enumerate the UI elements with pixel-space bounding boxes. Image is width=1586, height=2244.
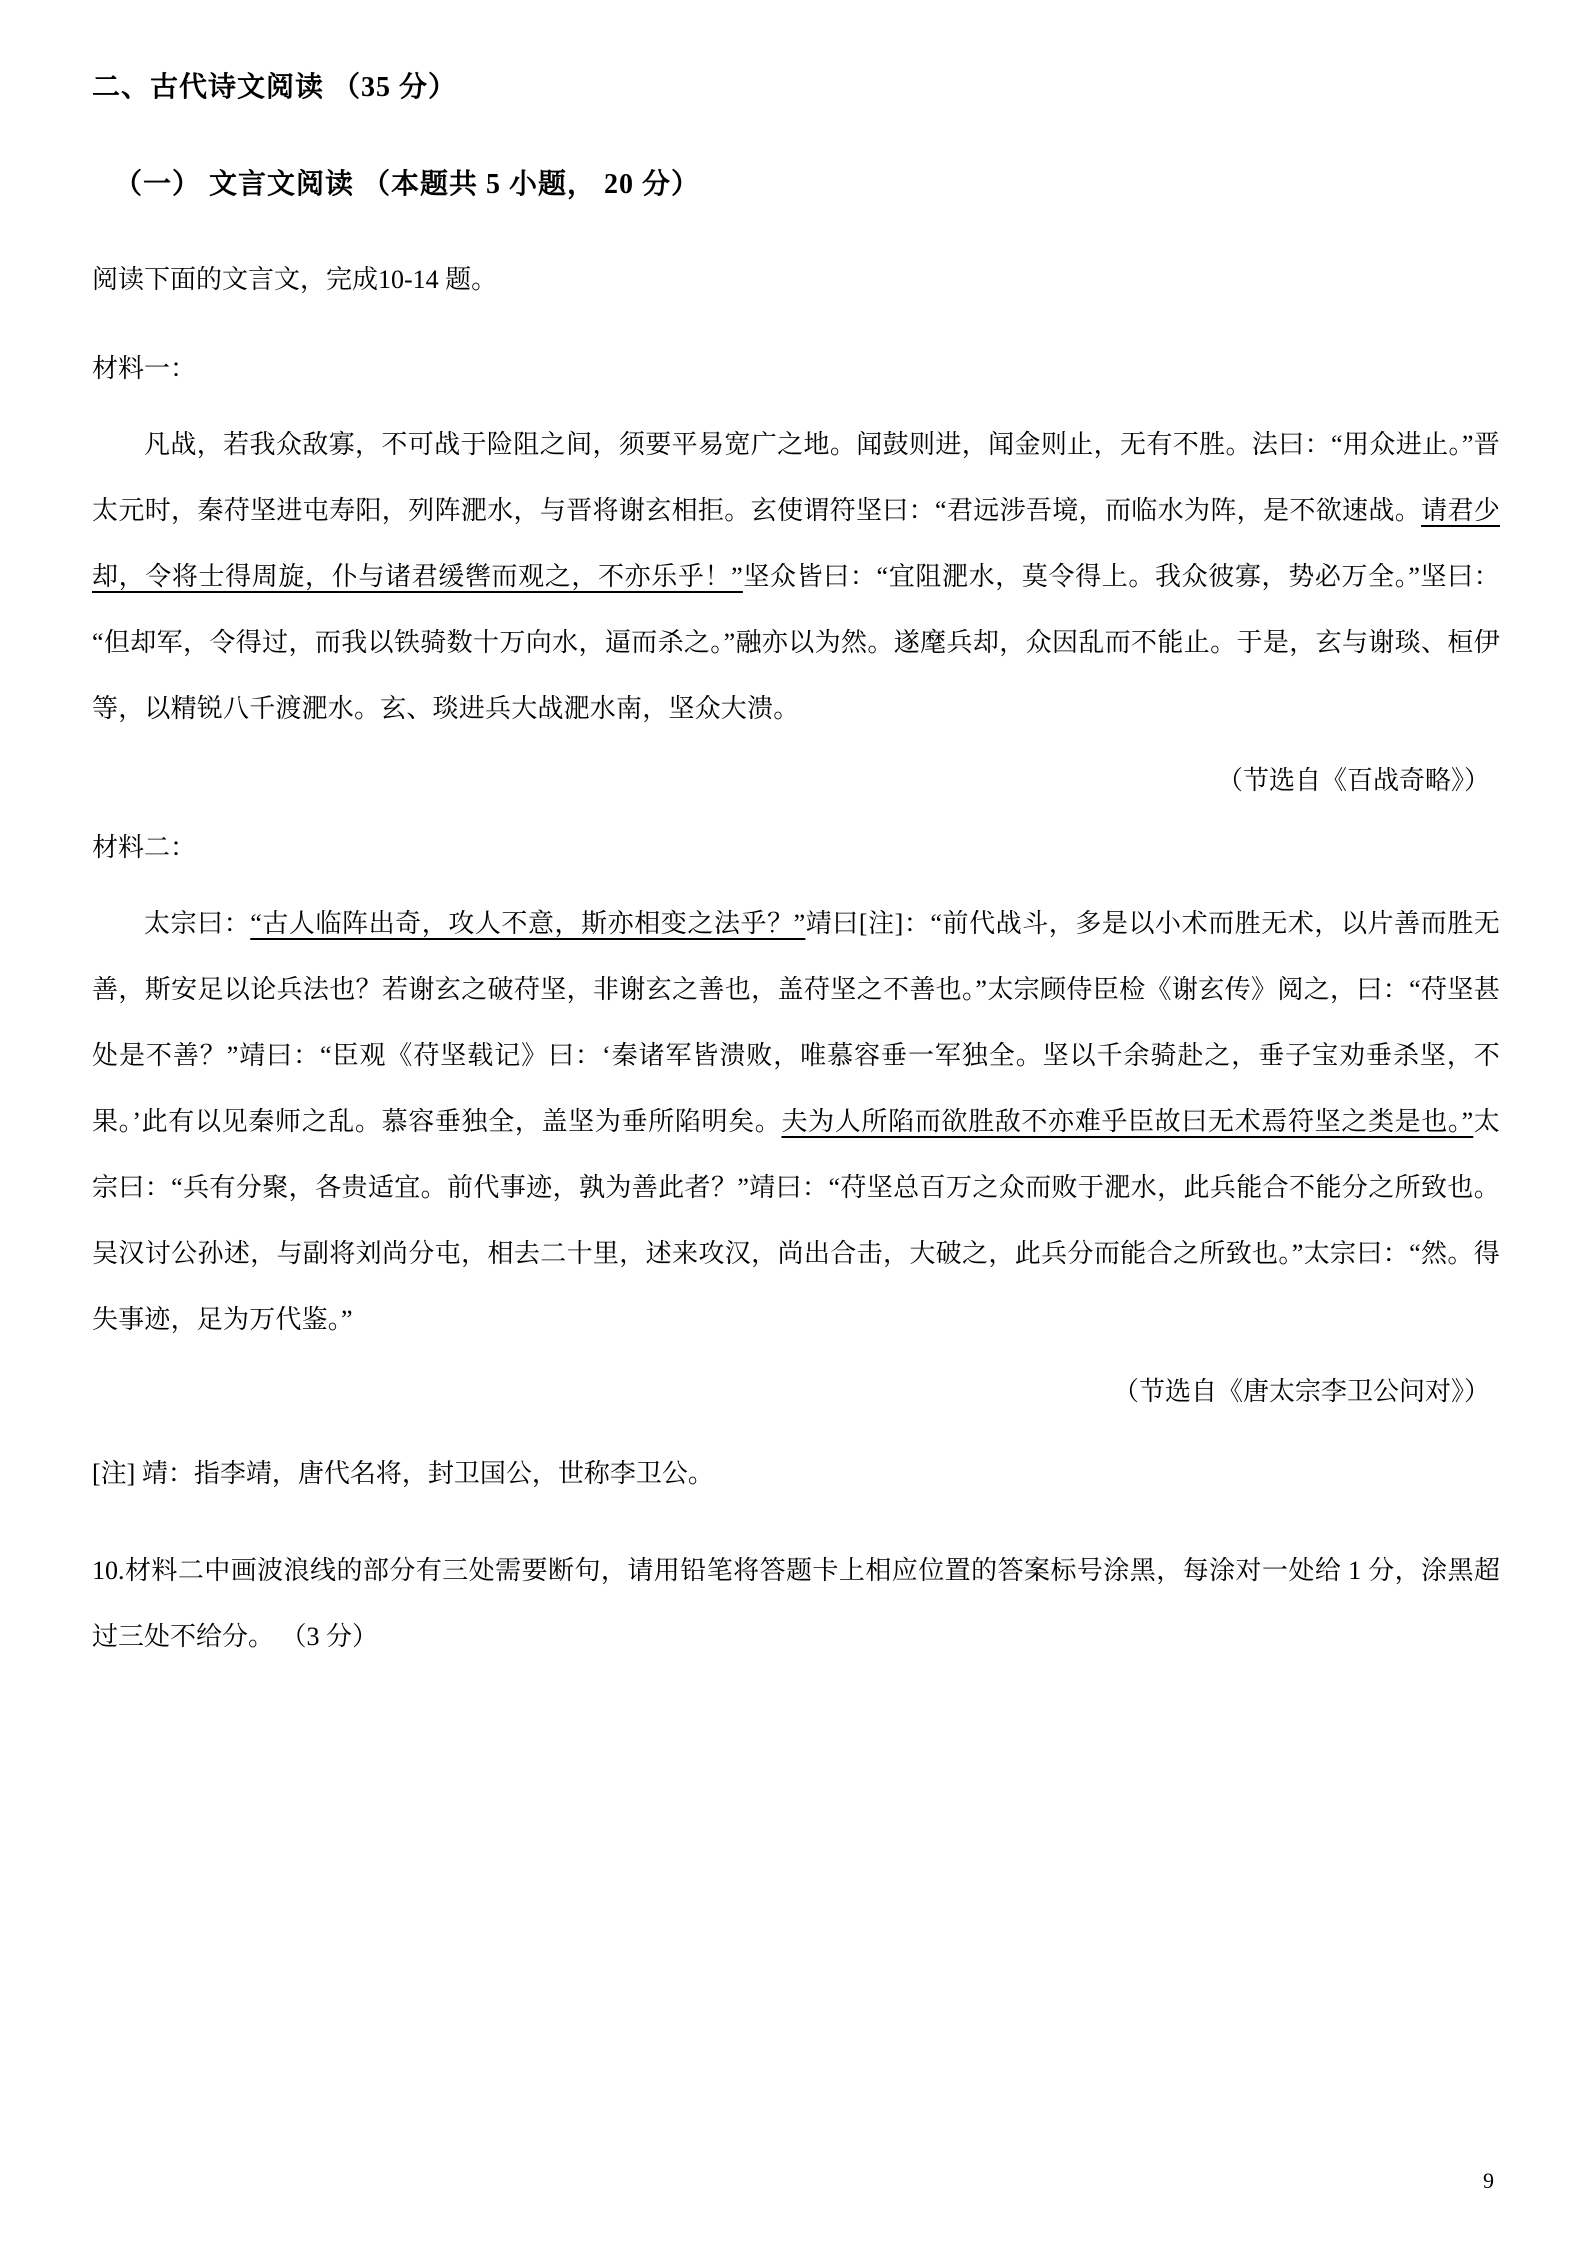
material-one-text-part2: 坚众皆曰：“宜阻淝水，莫令得上。我众彼寡，势必万全。”坚曰：“但却军，令得过，而我以铁骑数十万向水，逼而杀之。”融亦以为然。遂麾兵却，众因乱而不能止。于是，玄与谢琰、桓伊等，以精锐八千渡淝水。玄、琰进兵大战淝水南，坚众大溃。 [92,562,1500,724]
reading-instruction: 阅读下面的文言文，完成10-14 题。 [92,265,498,295]
page-number: 9 [1483,2168,1494,2193]
material-one-label: 材料一： [92,354,197,384]
subsection-heading: （一） 文言文阅读 （本题共 5 小题， 20 分） [114,169,701,201]
material-one-underlined-sentence: 请君少却，令将士得周旋，仆与诸君缓辔而观之，不亦乐乎！” [92,496,1500,592]
material-two-text-part1: 太宗曰： [144,908,251,938]
material-two-citation: （节选自《唐太宗李卫公问对》） [1112,1376,1490,1406]
material-two-passage [92,891,1500,1353]
material-two-wavy-underlined-sentence: 夫为人所陷而欲胜敌不亦难乎臣故曰无术焉符坚之类是也。” [781,1106,1474,1136]
footnote: [注] 靖：指李靖，唐代名将，封卫国公，世称李卫公。 [92,1458,714,1488]
section-heading: 二、古代诗文阅读 （35 分） [92,72,458,103]
material-two-text-part3: 太宗曰：“兵有分聚，各贵适宜。前代事迹，孰为善此者？”靖曰：“苻坚总百万之众而败于淝水，此兵能合不能分之所致也。吴汉讨公孙述，与副将刘尚分屯，相去二十里，述来攻汉，尚出合击，大破之，此兵分而能合之所致也。”太宗曰：“然。得失事迹，足为万代鉴。” [92,1106,1500,1334]
material-one-text-part1: 凡战，若我众敌寡，不可战于险阻之间，须要平易宽广之地。闻鼓则进，闻金则止，无有不胜。法曰：“用众进止。”晋太元时，秦苻坚进屯寿阳，列阵淝水，与晋将谢玄相拒。玄使谓符坚曰：“君远涉吾境，而临水为阵，是不欲速战。 [92,430,1500,526]
material-two-text-part2: 靖曰[注]：“前代战斗，多是以小术而胜无术，以片善而胜无善，斯安足以论兵法也？若谢玄之破苻坚，非谢玄之善也，盖苻坚之不善也。”太宗顾侍臣检《谢玄传》阅之，曰：“苻坚甚处是不善？”靖曰：“臣观《苻坚载记》曰：‘秦诸军皆溃败，唯慕容垂一军独全。坚以千余骑赴之，垂子宝劝垂杀坚，不果。’此有以见秦师之乱。慕容垂独全，盖坚为垂所陷明矣。 [92,908,1500,1136]
material-two-label: 材料二： [92,832,197,862]
question-10: 10.材料二中画波浪线的部分有三处需要断句，请用铅笔将答题卡上相应位置的答案标号涂黑，每涂对一处给 1 分，涂黑超过三处不给分。 （3 分） [92,1556,1500,1652]
material-one-citation: （节选自《百战奇略》） [1216,766,1490,796]
material-one-passage [92,412,1500,742]
material-two-underlined-sentence: “古人临阵出奇，攻人不意，斯亦相变之法乎？” [250,908,806,938]
